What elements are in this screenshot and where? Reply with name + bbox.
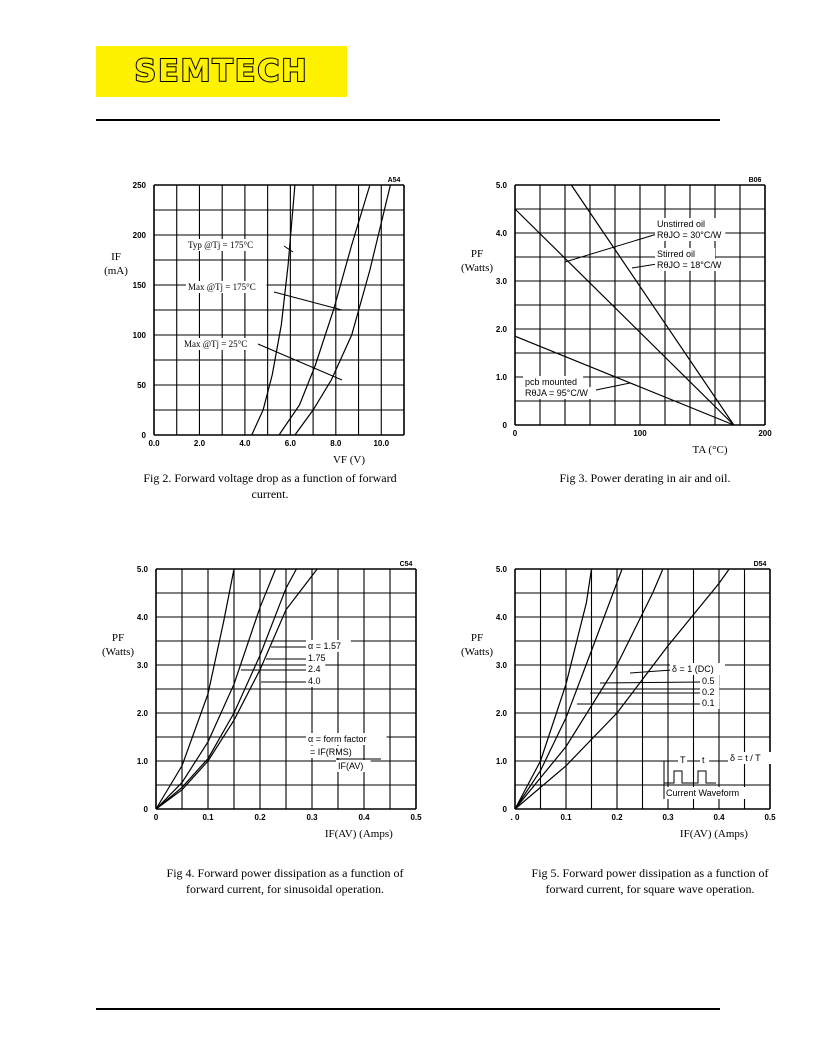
x-tick-label: 0.1 xyxy=(560,813,572,822)
label-den: IF(AV) xyxy=(338,761,364,771)
fig2-chart xyxy=(96,170,416,465)
y-axis-label: PF xyxy=(470,632,484,644)
fig5-caption: Fig 5. Forward power dissipation as a function of forward current, for square wave operation. xyxy=(531,866,769,896)
label-pcb-2-leader xyxy=(596,383,630,390)
label-T: T xyxy=(680,755,686,765)
y-tick-label: 5.0 xyxy=(495,565,507,574)
fig5-chart xyxy=(440,555,785,850)
label-unstirred-2-leader xyxy=(565,234,657,262)
x-axis-label: IF(AV) (Amps) xyxy=(679,828,748,840)
square-wave-icon xyxy=(664,771,716,783)
label-alpha-24: 2.4 xyxy=(308,664,321,674)
x-tick-label: 0.5 xyxy=(410,813,422,822)
y-tick-label: 4.0 xyxy=(495,229,507,238)
label-delta-eq: δ = t / T xyxy=(730,753,761,763)
x-axis-label: IF(AV) (Amps) xyxy=(324,828,393,840)
x-tick-label: 0 xyxy=(153,813,159,822)
y-tick-label: 1.0 xyxy=(495,373,507,382)
label-t: t xyxy=(702,755,705,765)
figure-code: C54 xyxy=(399,561,413,568)
y-tick-label: 5.0 xyxy=(136,565,148,574)
label-alpha-40: 4.0 xyxy=(308,676,321,686)
y-tick-label: 2.0 xyxy=(495,325,507,334)
fig2-caption: Fig 2. Forward voltage drop as a function of forward current. xyxy=(143,471,397,501)
figure-code: A54 xyxy=(387,177,401,184)
fig4-chart xyxy=(96,555,426,855)
label-pcb-1: pcb mounted xyxy=(525,377,578,387)
label-form-factor: α = form factor xyxy=(308,734,367,744)
x-tick-label: 4.0 xyxy=(239,439,251,448)
y-tick-label: 4.0 xyxy=(136,613,148,622)
y-tick-label: 2.0 xyxy=(136,709,148,718)
y-axis-label: IF xyxy=(111,251,121,263)
label-delta-dc: δ = 1 (DC) xyxy=(672,664,714,674)
label-pcb-2: RθJA = 95°C/W xyxy=(525,388,588,398)
y-tick-label: 0 xyxy=(143,805,148,814)
header-rule xyxy=(96,119,720,121)
figure-code: B06 xyxy=(748,177,762,184)
y-axis-label: PF xyxy=(111,632,125,644)
label-max-175: Max @Tj = 175°C xyxy=(188,282,256,292)
label-delta-05: 0.5 xyxy=(702,676,715,686)
y-tick-label: 250 xyxy=(132,181,146,190)
x-tick-label: 200 xyxy=(758,429,772,438)
label-waveform: Current Waveform xyxy=(666,788,740,798)
x-tick-label: 0 xyxy=(512,429,518,438)
y-tick-label: 50 xyxy=(137,381,146,390)
x-tick-label: 0.3 xyxy=(306,813,318,822)
label-max-25: Max @Tj = 25°C xyxy=(184,339,248,349)
fig3-caption: Fig 3. Power derating in air and oil. xyxy=(559,471,731,485)
x-tick-label: 0.2 xyxy=(611,813,623,822)
x-tick-label: 100 xyxy=(633,429,647,438)
y-tick-label: 2.0 xyxy=(495,709,507,718)
label-max-25-leader xyxy=(258,344,342,380)
fig4-caption: Fig 4. Forward power dissipation as a function of forward current, for sinusoidal operation. xyxy=(166,866,404,896)
x-axis-label: TA (°C) xyxy=(692,444,728,456)
label-alpha-157: α = 1.57 xyxy=(308,641,341,651)
x-tick-label: 0.4 xyxy=(358,813,370,822)
x-tick-label: 2.0 xyxy=(193,439,206,448)
fig3-chart xyxy=(440,170,780,460)
x-tick-label: 0.2 xyxy=(254,813,266,822)
footer-rule xyxy=(96,1008,720,1010)
y-axis-label: PF xyxy=(470,248,484,260)
y-tick-label: 1.0 xyxy=(136,757,148,766)
x-tick-label: 0.0 xyxy=(148,439,160,448)
x-tick-label: 8.0 xyxy=(330,439,342,448)
label-stirred-2: RθJO = 18°C/W xyxy=(657,260,722,270)
label-typ-175-leader xyxy=(284,246,293,252)
label-delta-02: 0.2 xyxy=(702,687,715,697)
x-tick-label: 0.5 xyxy=(764,813,776,822)
label-unstirred-2: RθJO = 30°C/W xyxy=(657,230,722,240)
y-tick-label: 100 xyxy=(132,331,146,340)
logo-text: SEMTECH xyxy=(134,54,309,89)
label-stirred-2-leader xyxy=(632,264,657,268)
label-unstirred-1: Unstirred oil xyxy=(657,219,706,229)
label-typ-175: Typ @Tj = 175°C xyxy=(188,240,254,250)
y-tick-label: 150 xyxy=(132,281,146,290)
y-tick-label: 3.0 xyxy=(495,277,507,286)
label-delta-05-leader xyxy=(600,682,702,683)
y-axis-unit: (Watts) xyxy=(460,646,494,658)
y-axis-unit: (Watts) xyxy=(460,262,494,274)
x-tick-label: 6.0 xyxy=(284,439,296,448)
y-tick-label: 4.0 xyxy=(495,613,507,622)
label-eq: = IF(RMS) xyxy=(310,747,352,757)
x-tick-label: 0.1 xyxy=(202,813,214,822)
y-tick-label: 3.0 xyxy=(136,661,148,670)
figure-code: D54 xyxy=(753,561,767,568)
x-tick-label: 0.3 xyxy=(662,813,674,822)
y-tick-label: 0 xyxy=(502,805,507,814)
label-alpha-175: 1.75 xyxy=(308,653,326,663)
label-delta-01: 0.1 xyxy=(702,698,715,708)
y-tick-label: 0 xyxy=(141,431,146,440)
y-tick-label: 200 xyxy=(132,231,146,240)
x-tick-label: 0.4 xyxy=(713,813,725,822)
label-delta-dc-leader xyxy=(630,670,672,673)
x-tick-label: . 0 xyxy=(510,813,520,822)
y-axis-unit: (mA) xyxy=(104,265,128,277)
semtech-logo xyxy=(96,46,347,97)
y-tick-label: 0 xyxy=(502,421,507,430)
x-tick-label: 10.0 xyxy=(373,439,390,448)
label-stirred-1: Stirred oil xyxy=(657,249,696,259)
y-axis-unit: (Watts) xyxy=(101,646,135,658)
y-tick-label: 5.0 xyxy=(495,181,507,190)
x-axis-label: VF (V) xyxy=(332,454,366,465)
y-tick-label: 1.0 xyxy=(495,757,507,766)
y-tick-label: 3.0 xyxy=(495,661,507,670)
